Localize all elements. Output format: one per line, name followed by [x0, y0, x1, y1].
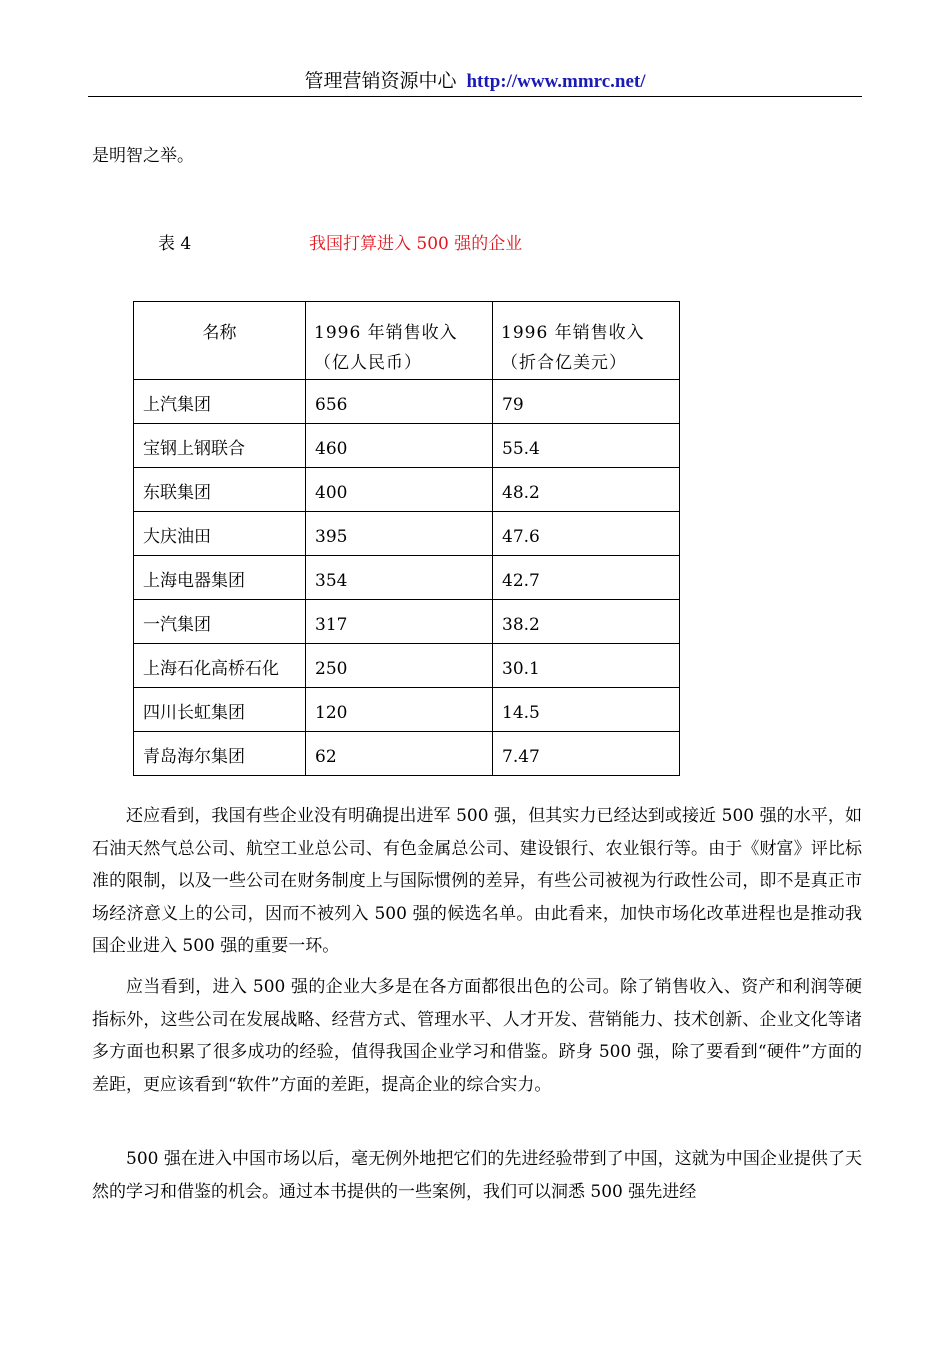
header-org: 管理营销资源中心 — [304, 70, 457, 92]
header-name — [134, 302, 306, 380]
cell-name: 青岛海尔集团 — [134, 732, 306, 776]
cell-usd: 30.1 — [493, 644, 680, 688]
table-row — [134, 644, 680, 688]
cell-usd: 55.4 — [493, 424, 680, 468]
header-url-link[interactable]: http://www.mmrc.net/ — [466, 71, 646, 92]
paragraph-text: 应当看到，进入 500 强的企业大多是在各方面都很出色的公司。除了销售收入、资产和利润等硬指标外，这些公司在发展战略、经营方式、管理水平、人才开发、营销能力、技术创新、企业文化等诸多方面也积累了很多成功的经验，值得我国企业学习和借鉴。跻身 500 强，除了要看到“硬件”方面的差距，更应该看到“软件”方面的差距，提高企业的综合实力。 — [92, 977, 862, 1095]
header-revenue-usd — [493, 302, 680, 380]
paragraph-2 — [92, 971, 862, 1101]
table-row — [134, 556, 680, 600]
cell-name: 宝钢上钢联合 — [134, 424, 306, 468]
cell-usd: 14.5 — [493, 688, 680, 732]
table-header-row — [134, 302, 680, 380]
table-row — [134, 512, 680, 556]
cell-usd: 38.2 — [493, 600, 680, 644]
cell-rmb: 460 — [306, 424, 493, 468]
cell-name: 上海石化高桥石化 — [134, 644, 306, 688]
table-row — [134, 468, 680, 512]
table-label: 表 4 — [158, 234, 192, 254]
cell-rmb: 62 — [306, 732, 493, 776]
table-row — [134, 732, 680, 776]
header-revenue-usd-line1: 1996 年销售收入 — [501, 323, 645, 343]
paragraph-1 — [92, 800, 862, 963]
table-row — [134, 424, 680, 468]
cell-name: 上汽集团 — [134, 380, 306, 424]
header-revenue-usd-line2: （折合亿美元） — [501, 353, 627, 373]
table-row — [134, 688, 680, 732]
table-title: 我国打算进入 500 强的企业 — [309, 234, 523, 254]
cell-name: 四川长虹集团 — [134, 688, 306, 732]
cell-name: 上海电器集团 — [134, 556, 306, 600]
paragraph-text: 还应看到，我国有些企业没有明确提出进军 500 强，但其实力已经达到或接近 500 强的水平，如石油天然气总公司、航空工业总公司、有色金属总公司、建设银行、农业银行等。由于《财富》评比标准的限制，以及一些公司在财务制度上与国际惯例的差异，有些公司被视为行政性公司，即不是真正市场经济意义上的公司，因而不被列入 500 强的候选名单。由此看来，加快市场化改革进程也是推动我国企业进入 500 强的重要一环。 — [92, 806, 862, 957]
cell-rmb: 120 — [306, 688, 493, 732]
page-header — [88, 66, 862, 97]
cell-usd: 47.6 — [493, 512, 680, 556]
paragraph-text: 500 强在进入中国市场以后，毫无例外地把它们的先进经验带到了中国，这就为中国企业提供了天然的学习和借鉴的机会。通过本书提供的一些案例，我们可以洞悉 500 强先进经 — [92, 1149, 862, 1202]
cell-rmb: 400 — [306, 468, 493, 512]
enterprise-table — [133, 301, 680, 776]
cell-name: 一汽集团 — [134, 600, 306, 644]
table-row — [134, 600, 680, 644]
cell-rmb: 317 — [306, 600, 493, 644]
cell-name: 东联集团 — [134, 468, 306, 512]
header-revenue-rmb-line2: （亿人民币） — [314, 353, 422, 373]
cell-usd: 48.2 — [493, 468, 680, 512]
cell-name: 大庆油田 — [134, 512, 306, 556]
header-name-line: 名称 — [202, 323, 237, 343]
table-row — [134, 380, 680, 424]
cell-usd: 42.7 — [493, 556, 680, 600]
header-revenue-rmb — [306, 302, 493, 380]
cell-rmb: 656 — [306, 380, 493, 424]
paragraph-3 — [92, 1143, 862, 1208]
cell-usd: 79 — [493, 380, 680, 424]
cell-rmb: 395 — [306, 512, 493, 556]
cell-rmb: 354 — [306, 556, 493, 600]
continuation-text: 是明智之举。 — [92, 146, 194, 166]
header-revenue-rmb-line1: 1996 年销售收入 — [314, 323, 458, 343]
cell-usd: 7.47 — [493, 732, 680, 776]
cell-rmb: 250 — [306, 644, 493, 688]
